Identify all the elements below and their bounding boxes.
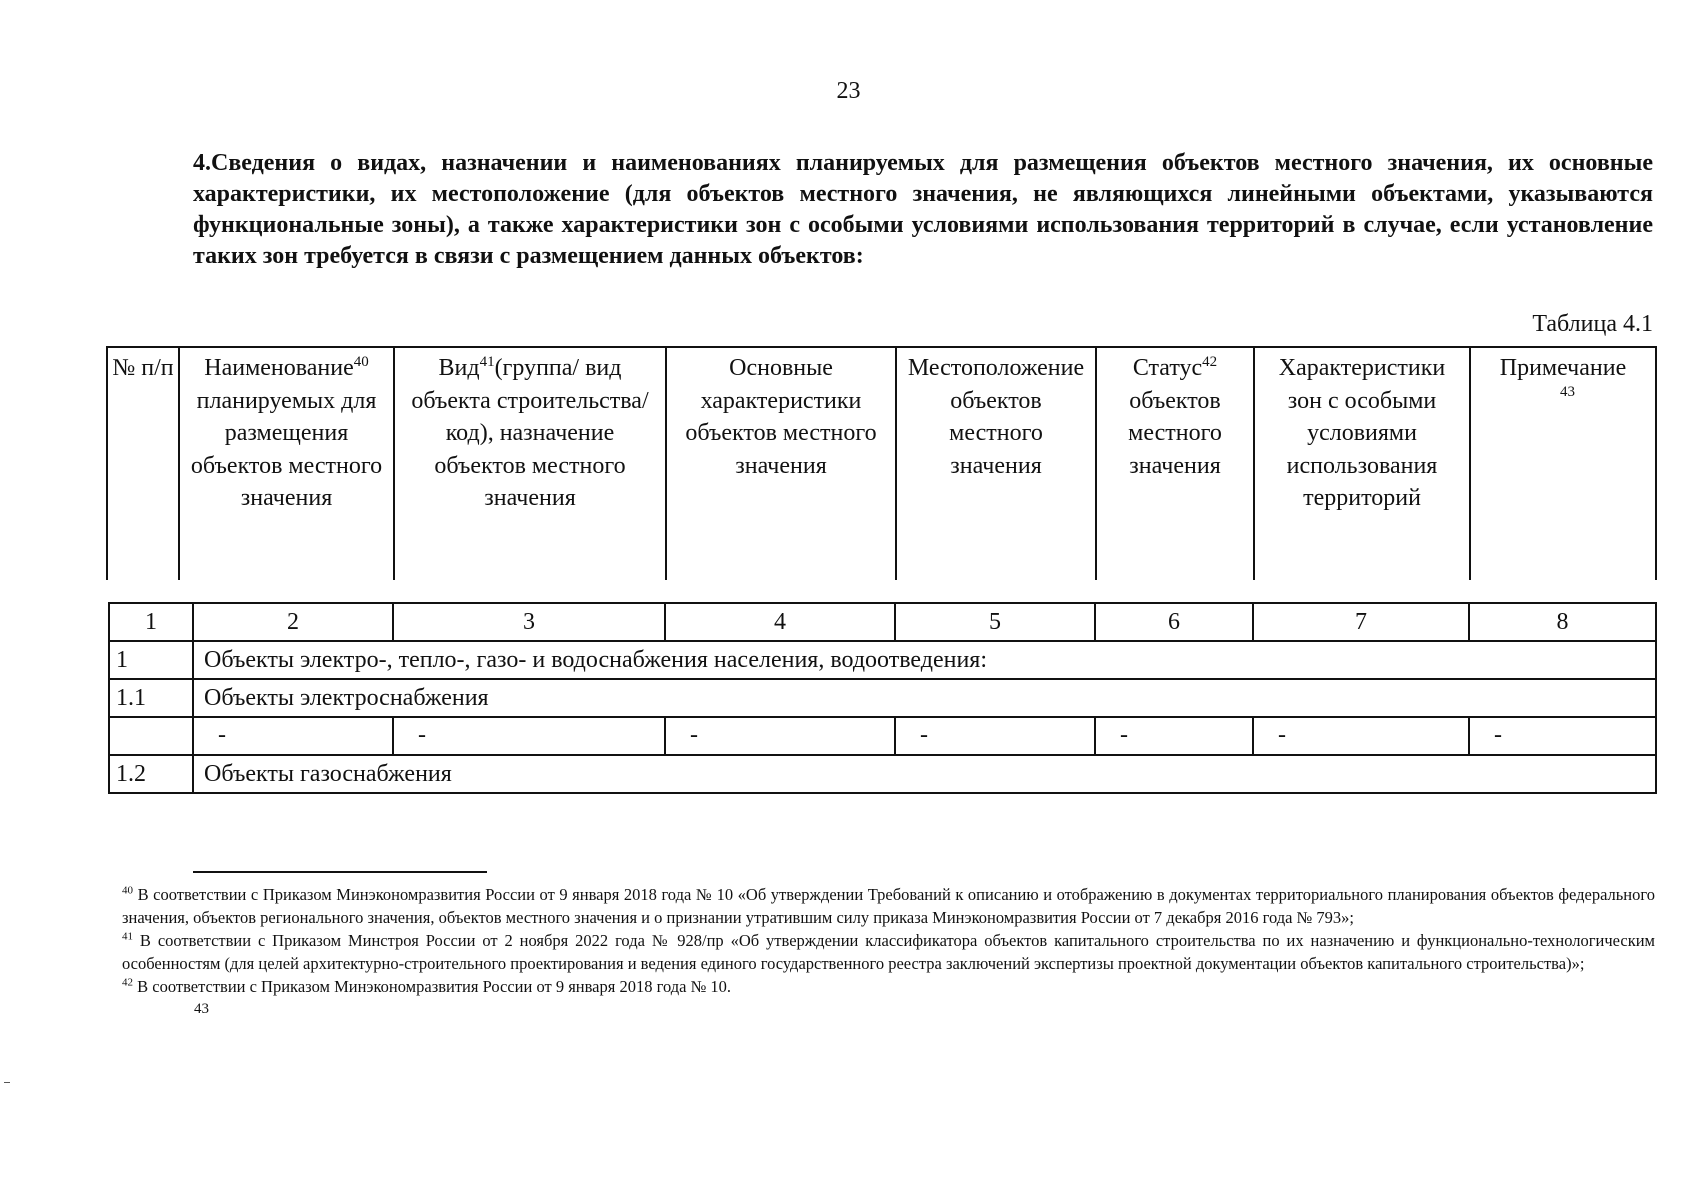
footnote-separator [193,871,487,873]
header-cell-zones: Характеристики зон с особыми условиями использования территорий [1254,347,1470,580]
footnote-ref: 41 [479,354,495,370]
row-number [109,717,193,755]
header-cell-note: Примечание 43 [1470,347,1656,580]
column-number: 4 [665,603,895,641]
table-row [109,679,1656,717]
column-number: 8 [1469,603,1656,641]
table-cell: - [193,717,393,755]
column-number: 5 [895,603,1095,641]
footnote-ref: 40 [353,354,369,370]
table-header [106,346,1657,580]
footnote-mark: 40 [122,884,133,897]
table-cell: - [393,717,665,755]
footnote-mark: 41 [122,930,133,943]
column-number: 3 [393,603,665,641]
column-number: 7 [1253,603,1469,641]
section-heading: 4.Сведения о видах, назначении и наименованиях планируемых для размещения объектов местного значения, их основные характеристики, их местоположение (для объектов местного значения, не являющихся линейными объектами, указываются функциональные зоны), а также характеристики зон с особыми условиями использования территорий в случае, если установление таких зон требуется в связи с размещением данных объектов: [193,150,1653,269]
column-number: 6 [1095,603,1253,641]
footnote [122,929,1655,975]
footnote-text: В соответствии с Приказом Минстроя России от 2 ноября 2022 года № 928/пр «Об утверждении классификатора объектов капитального строительства по их назначению и функционально-технологическим особенностям (для целей архитектурно-строительного проектирования и ведения единого государственного реестра заключений экспертизы проектной документации объектов капитального строительства)»; [122,931,1655,973]
footnote-mark: 43 [194,1001,209,1017]
row-number: 1.2 [109,755,193,793]
footnote [122,998,1655,1021]
row-label: Объекты газоснабжения [193,755,1656,793]
table-caption: Таблица 4.1 [1532,311,1653,337]
footnote-mark: 42 [122,976,133,989]
footnote-text: В соответствии с Приказом Минэкономразвития России от 9 января 2018 года № 10 «Об утверждении Требований к описанию и отображению в документах территориального планирования объектов федерального значения, объектов регионального значения, объектов местного значения и о признании утратившим силу приказа Минэкономразвития России от 7 декабря 2016 года № 793»; [122,885,1655,927]
footnotes [122,883,1655,1021]
header-cell-number: № п/п [107,347,179,580]
header-cell-status: Статус$^{42}$ объектов местного значения [1096,347,1254,580]
table-cell: - [1095,717,1253,755]
footnote-text: В соответствии с Приказом Минэкономразвития России от 9 января 2018 года № 10. [133,977,732,996]
row-label: Объекты электроснабжения [193,679,1656,717]
row-number: 1.1 [109,679,193,717]
table-row [109,641,1656,679]
table-cell: - [665,717,895,755]
footnote [122,883,1655,929]
column-number: 2 [193,603,393,641]
table-cell: - [895,717,1095,755]
table-row [109,755,1656,793]
table-body [108,602,1657,794]
header-cell-name: Наименование$^{40}$ планируемых для размещения объектов местного значения [179,347,394,580]
column-number-row [109,603,1656,641]
scan-edge-mark [4,1082,10,1083]
table-row [109,717,1656,755]
row-label: Объекты электро-, тепло-, газо- и водоснабжения населения, водоотведения: [193,641,1656,679]
header-cell-location: Местоположение объектов местного значения [896,347,1096,580]
header-cell-characteristics: Основные характеристики объектов местного значения [666,347,896,580]
page-number: 23 [836,78,861,104]
footnote-ref: 43 [1560,383,1575,400]
footnote [122,975,1655,998]
header-cell-type: Вид$^{41}$(группа/ вид объекта строительства/ код), назначение объектов местного значения [394,347,666,580]
footnote-ref: 42 [1202,354,1218,370]
column-number: 1 [109,603,193,641]
table-cell: - [1469,717,1656,755]
row-number: 1 [109,641,193,679]
table-cell: - [1253,717,1469,755]
